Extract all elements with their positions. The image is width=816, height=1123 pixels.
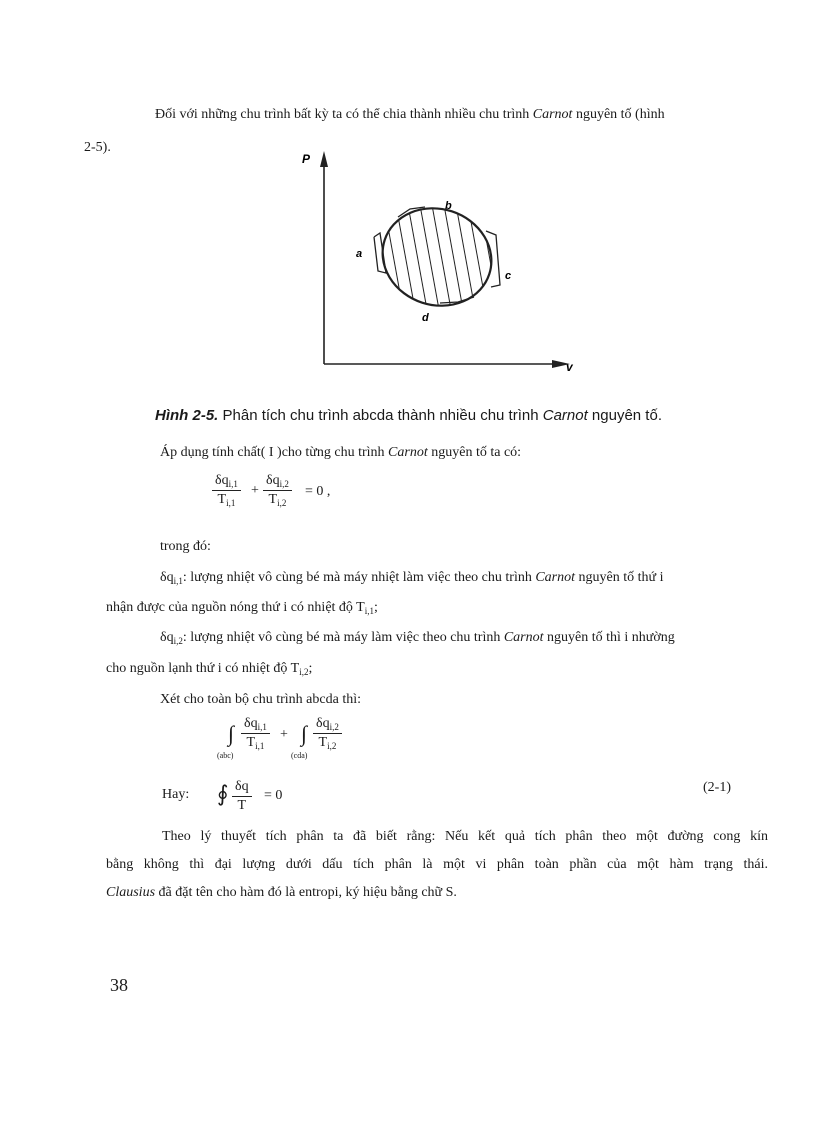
definition-2-line-2: cho nguồn lạnh thứ i có nhiệt độ $T_{i,2}$; [106,661,313,677]
intro-line-2: 2-5). [84,140,111,155]
integral-sign-1: ∫ [228,721,235,746]
eq3-fraction: $\frac{\delta q}{T}$ [232,779,252,814]
definition-1-line-2: nhận được của nguồn nóng thứ i có nhiệt độ $T_{i,1}$; [106,600,378,616]
whole-cycle-line: Xét cho toàn bộ chu trình abcda thì: [160,692,361,707]
integral-limit-cda: (cda) [291,751,308,760]
figure-caption: Hình 2-5. Phân tích chu trình abcda thành nhiều chu trình Carnot nguyên tố. [155,407,662,424]
pv-diagram-figure [290,145,590,380]
eq1-plus: + [251,483,259,498]
caption-label: Hình 2-5. [155,407,219,424]
p-axis-label: P [302,152,311,166]
trong-do-label: trong đó: [160,539,211,554]
integral-limit-abc: (abc) [217,751,234,760]
eq2-fraction-1: $\delta q_{i,1}$ $T_{i,1}$ [241,716,270,751]
eq2-fraction-2: $\delta q_{i,2}$ $T_{i,2}$ [313,716,342,751]
eq2-plus: + [280,727,288,742]
theory-line-1: Theo lý thuyết tích phân ta đã biết rằng: Nếu kết quả tích phân theo một đường cong kín [162,829,768,844]
eq3-result: = 0 [264,788,283,803]
carnot-hatching [372,205,500,315]
definition-2-line-1: $\delta q_{i,2}$: lượng nhiệt vô cùng bé mà máy làm việc theo chu trình Carnot nguyên tố thì i nhường [160,630,675,646]
point-a-label: a [356,248,363,260]
page-number: 38 [110,975,128,995]
point-c-label: c [505,270,512,282]
hay-label: Hay: [162,787,190,802]
point-d-label: d [422,312,429,324]
contour-integral-sign: ∮ [217,781,229,806]
theory-line-2: bằng không thì đại lượng dưới dấu tích phân là một vi phân toàn phần của một hàm trạng thái. [106,857,768,872]
intro-line-1: Đối với những chu trình bất kỳ ta có thể chia thành nhiều chu trình Carnot nguyên tố (hình [155,107,665,122]
equation-number: (2-1) [703,780,731,795]
eq1-fraction-1: $\delta q_{i,1}$ $T_{i,1}$ [212,473,241,508]
v-axis-label: v [566,360,573,374]
definition-1-line-1: $\delta q_{i,1}$: lượng nhiệt vô cùng bé mà máy nhiệt làm việc theo chu trình Carnot nguyên tố thứ i [160,570,664,586]
p-axis-arrow [320,151,328,167]
integral-sign-2: ∫ [301,721,308,746]
point-b-label: b [445,200,452,212]
theory-line-3: Clausius đã đặt tên cho hàm đó là entropi, ký hiệu bằng chữ S. [106,885,457,900]
eq1-result: = 0 , [305,484,331,499]
eq1-fraction-2: $\delta q_{i,2}$ $T_{i,2}$ [263,473,292,508]
apply-line: Áp dụng tính chất( I )cho từng chu trình Carnot nguyên tố ta có: [160,445,522,460]
